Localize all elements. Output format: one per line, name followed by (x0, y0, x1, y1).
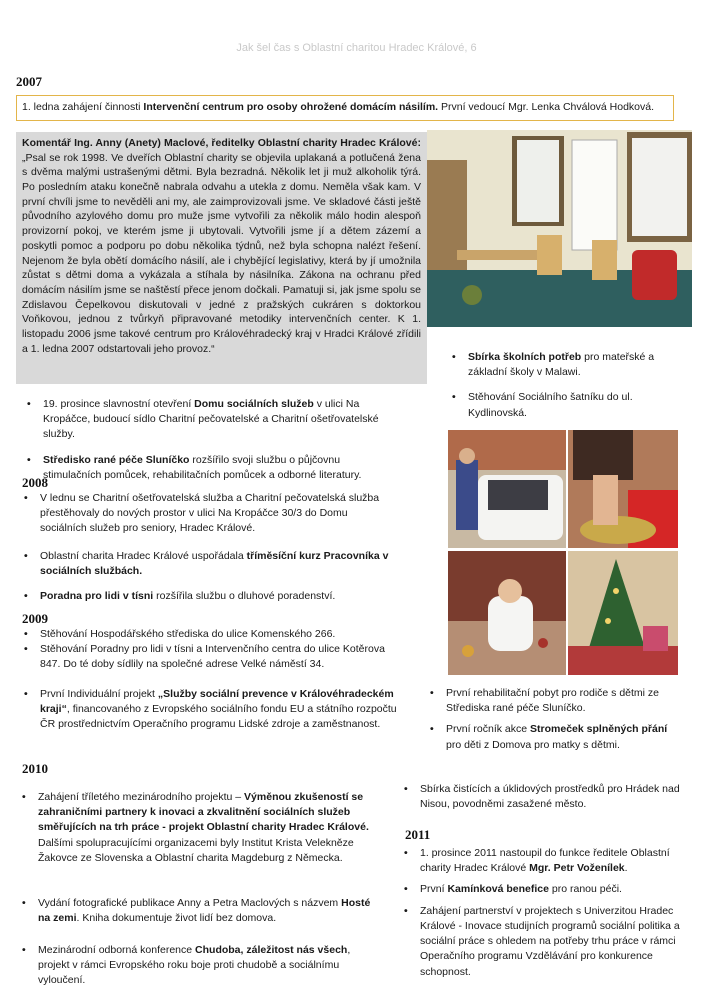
year-heading-2010: 2010 (22, 761, 48, 776)
page-header: Jak šel čas s Oblastní charitou Hradec Králové, 6 (236, 42, 477, 54)
list-item: • V lednu se Charitní ošetřovatelská služba a Charitní pečovatelská služba přestěhovaly do nových prostor v ulici Na Kropáčce 30/3 do Domu sociálních služeb pro seniory, Hradec Králové. (24, 492, 380, 535)
list-2010 (20, 790, 380, 988)
list-item: • Stěhování Poradny pro lidi v tísni a Intervenčního centra do ulice Kotěrova 847. Do té doby sídlily na společné adrese Velké náměstí 34. (24, 643, 385, 671)
photo-foot-bath (568, 430, 678, 548)
list-2007-right (450, 350, 690, 421)
list-item: • Poradna pro lidi v tísni rozšířila službu o dluhové poradenství. (24, 590, 336, 603)
highlight-prefix: 1. ledna zahájení činnosti (22, 101, 144, 114)
highlight-suffix: První vedoucí Mgr. Lenka Chválová Hodková. (438, 101, 655, 114)
list-item: • Stěhování Hospodářského střediska do ulice Komenského 266. (24, 628, 336, 640)
year-heading-2009: 2009 (22, 611, 48, 626)
list-item: • První Kamínková benefice pro ranou péči. (404, 883, 622, 896)
photo-room (427, 130, 692, 327)
list-item: • Zahájení partnerství v projektech s Univerzitou Hradec Králové - Inovace studijních programů sociální politika a sociální práce s ohledem na potřeby trhu práce v rámci Operačního programu Vzdělávání pro konkurence schopnost. (404, 904, 680, 978)
list-2007-left (25, 397, 390, 483)
photo-christmas-tree (568, 551, 678, 675)
list-item: • 1. prosince 2011 nastoupil do funkce ředitele Oblastní charity Hradec Králové Mgr. Petr Voženílek. (404, 847, 670, 875)
list-item: • Středisko rané péče Sluníčko rozšířilo svoji službu o půjčovnu stimulačních pomůcek, rehabilitačních pomůcek a odborné literatury. (27, 453, 362, 481)
highlight-bold: Intervenční centrum pro osoby ohrožené domácím násilím. (143, 101, 439, 114)
year-heading-2008: 2008 (22, 475, 48, 490)
list-item: • Sbírka čistících a úklidových prostředků pro Hrádek nad Nisou, povodněmi zasažené město. (404, 783, 680, 811)
year-heading-2011: 2011 (405, 827, 431, 842)
comment-text: „Psal se rok 1998. Ve dveřích Oblastní charity se objevila uplakaná a potlučená žena s dvěma malými ustrašenými dětmi. Byla bezradná. Několik let ji muž alkoholik týrá. Po posledním ataku konečně nabrala odvahu a utekla z domu. Neměla však kam. V první chvíli jsme to nevěděli ani my, ale zaimprovizovali jsme. Ve skladové části ještě původního azylového domu pro muže jsme vytvořili za několik málo hodin alespoň provizorní pokoj, ve kterém jsme ji ubytovali. Vytvořili jsme jí a dětem zázemí a poskytli pomoc a podporu po dobu několika týdnů, než byla schopna nalézt řešení. Nejenom že byla obětí domácího násilí, ale i chybějící legislativy, která by jí umožnila zůstat s dětmi doma a vykázala a stíhala by násilníka. Zákona na ochranu před domácím násilím jsme se naštěstí přece jenom dočkali. Pamatuji si, jak jsme spolu se Zdislavou Čepelkovou diskutovali v jedné z pražských cukráren s doktorkou Voňkovou, jednou z tvůrkyň připravované metodiky intervenčních center. K 1. listopadu 2006 jsme takové centrum pro Královéhradecký kraj v Hradci Králové zřídili a 1. ledna 2007 odstartovali jeho provoz.“ (22, 151, 421, 355)
list-item: • Vydání fotografické publikace Anny a Petra Maclových s názvem Hosté na zemi. Kniha dokumentuje život lidí bez domova. (22, 897, 371, 925)
list-2008 (22, 491, 392, 604)
list-2011 (402, 846, 694, 980)
list-item: • 19. prosince slavnostní otevření Domu sociálních služeb v ulici Na Kropáčce, budoucí sídlo Charitní pečovatelské a Charitní ošetřovatelské služby. (27, 398, 379, 441)
list-item: • Stěhování Sociálního šatníku do ul. Kydlinovská. (452, 391, 633, 419)
list-2010-right (402, 782, 694, 812)
list-item: • První rehabilitační pobyt pro rodiče s dětmi ze Střediska rané péče Sluníčko. (430, 687, 660, 715)
list-item: • První ročník akce Stromeček splněných přání pro děti z Domova pro matky s dětmi. (430, 723, 668, 751)
director-comment-box (16, 132, 427, 384)
photo-car-collection (448, 430, 566, 548)
year-heading-2007: 2007 (16, 74, 42, 89)
photo-child-gifts (448, 551, 566, 675)
highlight-box-2007 (16, 95, 674, 121)
list-item: • Zahájení tříletého mezinárodního projektu – Výměnou zkušeností se zahraničními partnery k inovaci a zkvalitnění sociálních služeb směřujících na trh práce - projekt Oblastní charity Hradec Králové. Dalšími spolupracujícími organizacemi byly Institut Krista Velekněze Žakovce ze Slovenska a Oblastní charita Magdeburg z Německa. (22, 791, 369, 864)
comment-intro: Komentář Ing. Anny (Anety) Maclové, ředitelky Oblastní charity Hradec Králové: (22, 137, 421, 149)
list-item: • Sbírka školních potřeb pro mateřské a základní školy v Malawi. (452, 351, 655, 379)
list-item: • První Individuální projekt „Služby sociální prevence v Královéhradeckém kraji“, financovaného z Evropského sociálního fondu EU a státního rozpočtu ČR prostřednictvím Operačního programu Lidské zdroje a zaměstnanost. (24, 687, 397, 731)
list-item: • Oblastní charita Hradec Králové uspořádala tříměsíční kurz Pracovníka v sociálních službách. (24, 549, 389, 577)
list-2009-right (428, 686, 678, 753)
list-item: • Mezinárodní odborná konference Chudoba, záležitost nás všech, projekt v rámci Evropského roku boje proti chudobě a sociálnímu vyloučení. (22, 943, 351, 986)
list-2009 (22, 627, 400, 732)
